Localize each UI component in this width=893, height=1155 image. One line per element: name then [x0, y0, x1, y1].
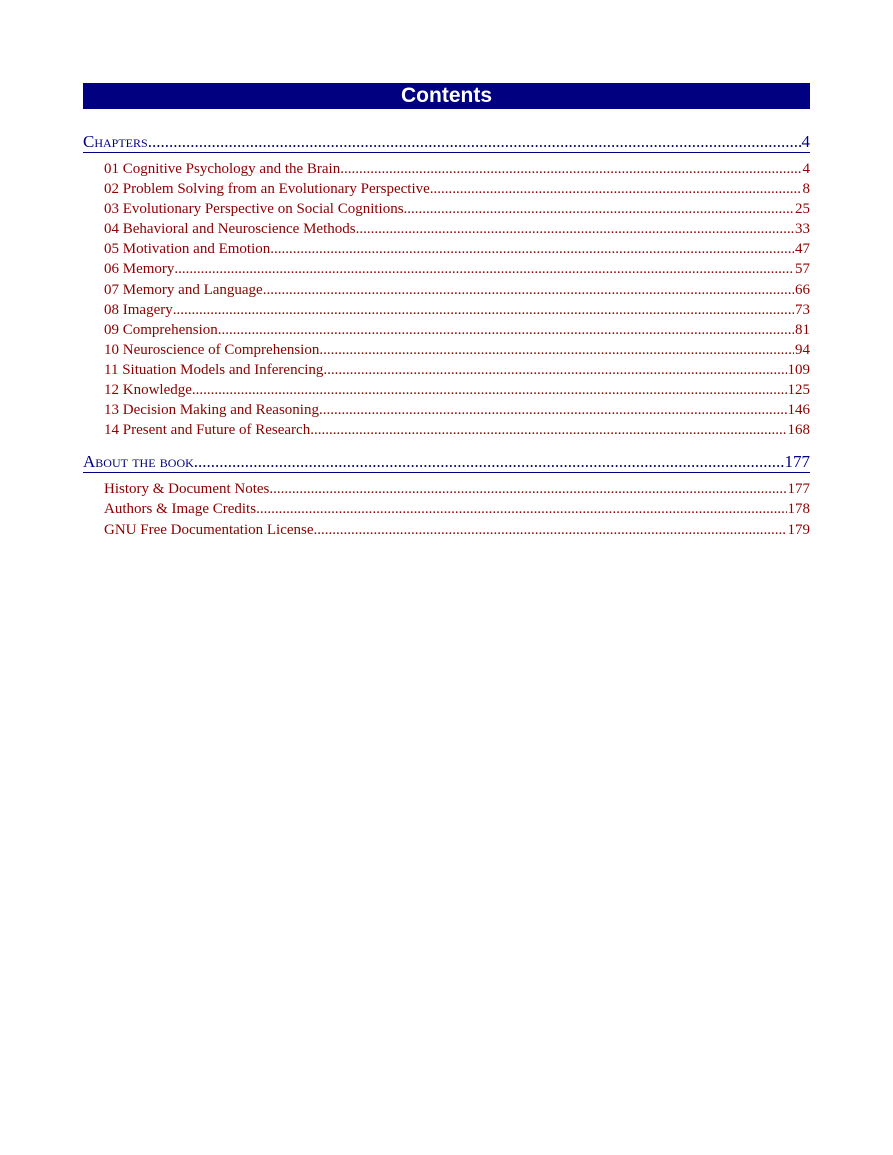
toc-entry-label: 01 Cognitive Psychology and the Brain [104, 159, 340, 179]
dot-leader [356, 219, 794, 239]
toc-entry[interactable] [104, 320, 810, 340]
dot-leader [314, 520, 787, 540]
toc-heading-about[interactable] [83, 451, 810, 473]
toc-entry[interactable] [104, 360, 810, 380]
toc-entry-label: GNU Free Documentation License [104, 520, 314, 540]
toc-heading-label: Chapters [83, 132, 148, 151]
toc-entry[interactable] [104, 340, 810, 360]
toc-entry[interactable] [104, 159, 810, 179]
toc-entry-label: 07 Memory and Language [104, 280, 263, 300]
toc-entry[interactable] [104, 520, 810, 540]
toc-entry-page: 81 [794, 320, 810, 340]
dot-leader [319, 400, 787, 420]
toc-heading-page: 4 [801, 132, 810, 151]
toc-entry-label: Authors & Image Credits [104, 499, 256, 519]
toc-entry-label: 08 Imagery [104, 300, 173, 320]
dot-leader [194, 451, 785, 472]
toc-entry-label: 05 Motivation and Emotion [104, 239, 270, 259]
dot-leader [323, 360, 786, 380]
toc-entry[interactable] [104, 420, 810, 440]
dot-leader [263, 280, 794, 300]
toc-entry-label: History & Document Notes [104, 479, 269, 499]
toc-entry[interactable] [104, 499, 810, 519]
dot-leader [218, 320, 794, 340]
toc-entry-label: 04 Behavioral and Neuroscience Methods [104, 219, 356, 239]
toc-page [83, 83, 810, 540]
toc-entry[interactable] [104, 199, 810, 219]
toc-entry[interactable] [104, 179, 810, 199]
toc-entry-page: 66 [794, 280, 810, 300]
toc-entry-page: 179 [787, 520, 811, 540]
dot-leader [269, 479, 786, 499]
toc-entry-page: 125 [787, 380, 811, 400]
dot-leader [270, 239, 794, 259]
dot-leader [430, 179, 802, 199]
toc-entry[interactable] [104, 300, 810, 320]
toc-entry[interactable] [104, 479, 810, 499]
toc-entry-page: 4 [802, 159, 811, 179]
toc-entry-label: 06 Memory [104, 259, 174, 279]
toc-heading-page: 177 [784, 452, 810, 472]
dot-leader [173, 300, 794, 320]
toc-entry-page: 33 [794, 219, 810, 239]
dot-leader [404, 199, 794, 219]
toc-entry-label: 09 Comprehension [104, 320, 218, 340]
toc-entry[interactable] [104, 239, 810, 259]
dot-leader [340, 159, 801, 179]
toc-section-about [83, 451, 810, 539]
toc-entry-page: 146 [787, 400, 811, 420]
toc-entry[interactable] [104, 400, 810, 420]
dot-leader [319, 340, 794, 360]
toc-entry-page: 94 [794, 340, 810, 360]
toc-entry-page: 178 [787, 499, 811, 519]
dot-leader [310, 420, 786, 440]
toc-entry-label: 12 Knowledge [104, 380, 192, 400]
toc-entry-page: 73 [794, 300, 810, 320]
toc-entry-page: 47 [794, 239, 810, 259]
toc-entry-page: 168 [787, 420, 811, 440]
toc-heading-label: About the book [83, 452, 194, 472]
toc-entry-label: 03 Evolutionary Perspective on Social Cognitions [104, 199, 404, 219]
toc-entry-label: 14 Present and Future of Research [104, 420, 310, 440]
dot-leader [174, 259, 794, 279]
toc-entry[interactable] [104, 280, 810, 300]
toc-entry-label: 11 Situation Models and Inferencing [104, 360, 323, 380]
toc-entry[interactable] [104, 219, 810, 239]
toc-title: Contents [83, 83, 810, 109]
toc-section-chapters [83, 131, 810, 440]
dot-leader [256, 499, 786, 519]
toc-heading-chapters[interactable] [83, 131, 810, 153]
toc-entry[interactable] [104, 380, 810, 400]
dot-leader [192, 380, 787, 400]
toc-entry[interactable] [104, 259, 810, 279]
toc-entry-label: 13 Decision Making and Reasoning [104, 400, 319, 420]
dot-leader [148, 131, 802, 152]
toc-entry-label: 02 Problem Solving from an Evolutionary Perspective [104, 179, 430, 199]
toc-entry-page: 109 [787, 360, 811, 380]
toc-entry-page: 177 [787, 479, 811, 499]
toc-entry-page: 57 [794, 259, 810, 279]
toc-entry-label: 10 Neuroscience of Comprehension [104, 340, 319, 360]
toc-entry-page: 8 [802, 179, 811, 199]
toc-entry-page: 25 [794, 199, 810, 219]
